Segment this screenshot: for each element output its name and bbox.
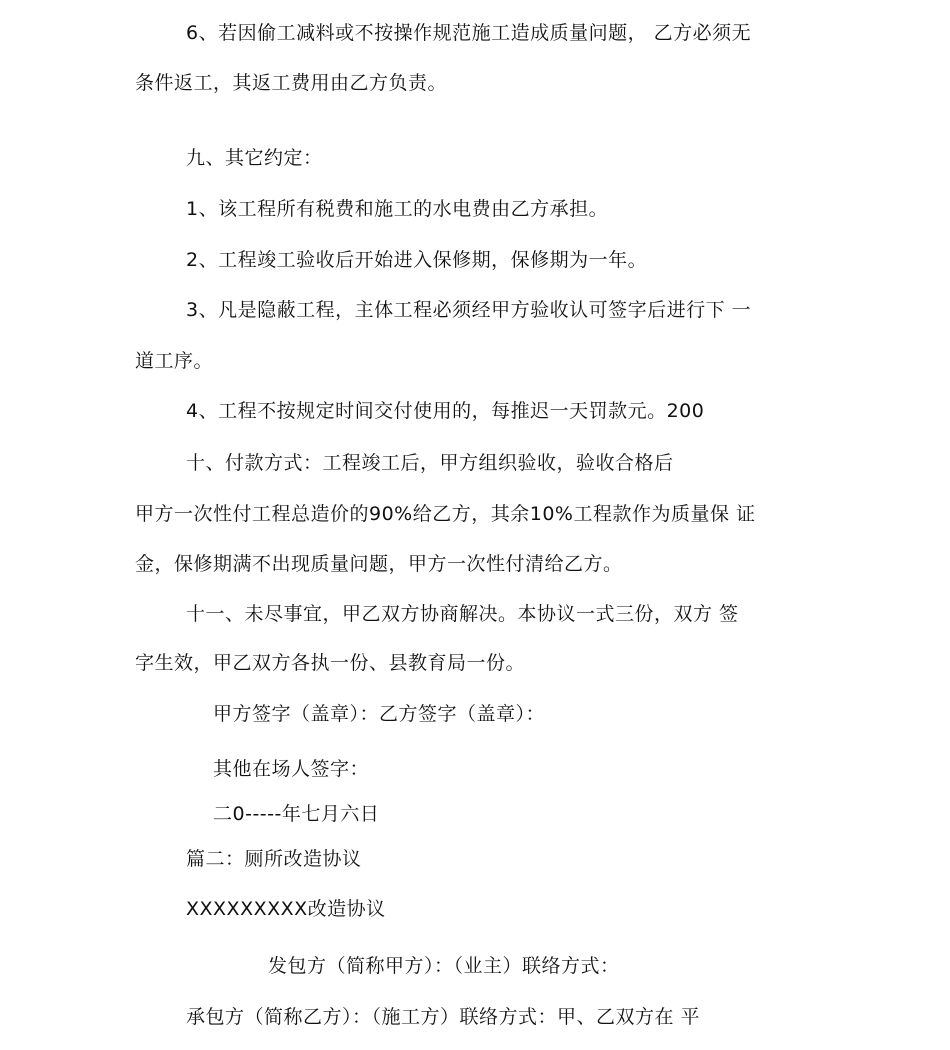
clause-8-6-line-2: 条件返工，其返工费用由乙方负责。: [135, 72, 448, 94]
clause-9-4: 4、工程不按规定时间交付使用的，每推迟一天罚款元。200: [186, 400, 705, 422]
section-11-line-2: 字生效，甲乙双方各执一份、县教育局一份。: [135, 652, 526, 674]
clause-8-6-line-1: 6、若因偷工减料或不按操作规范施工造成质量问题， 乙方必须无: [186, 22, 752, 44]
part-two-heading: 篇二：厕所改造协议: [186, 848, 362, 870]
section-9-heading: 九、其它约定：: [186, 147, 323, 169]
signature-date: 二0-----年七月六日: [213, 803, 380, 825]
signature-witnesses: 其他在场人签字：: [213, 758, 370, 780]
clause-9-3-line-1: 3、凡是隐蔽工程，主体工程必须经甲方验收认可签字后进行下 一: [186, 299, 752, 321]
signature-parties: 甲方签字（盖章）：乙方签字（盖章）：: [213, 703, 546, 725]
party-a-line: 发包方（简称甲方）：（业主）联络方式：: [268, 955, 620, 977]
clause-9-1: 1、该工程所有税费和施工的水电费由乙方承担。: [186, 198, 609, 220]
clause-9-3-line-2: 道工序。: [135, 350, 214, 372]
section-11-line-1: 十一、未尽事宜，甲乙双方协商解决。本协议一式三份，双方 签: [186, 603, 739, 625]
section-10-line-3: 金，保修期满不出现质量问题，甲方一次性付清给乙方。: [135, 553, 623, 575]
party-b-line: 承包方（简称乙方）：（施工方）联络方式：甲、乙双方在 平: [186, 1006, 701, 1028]
section-10-line-1: 十、付款方式：工程竣工后，甲方组织验收，验收合格后: [186, 452, 674, 474]
agreement-title: XXXXXXXXX改造协议: [186, 898, 386, 920]
clause-9-2: 2、工程竣工验收后开始进入保修期，保修期为一年。: [186, 249, 648, 271]
section-10-line-2: 甲方一次性付工程总造价的90%给乙方，其余10%工程款作为质量保 证: [135, 503, 756, 525]
